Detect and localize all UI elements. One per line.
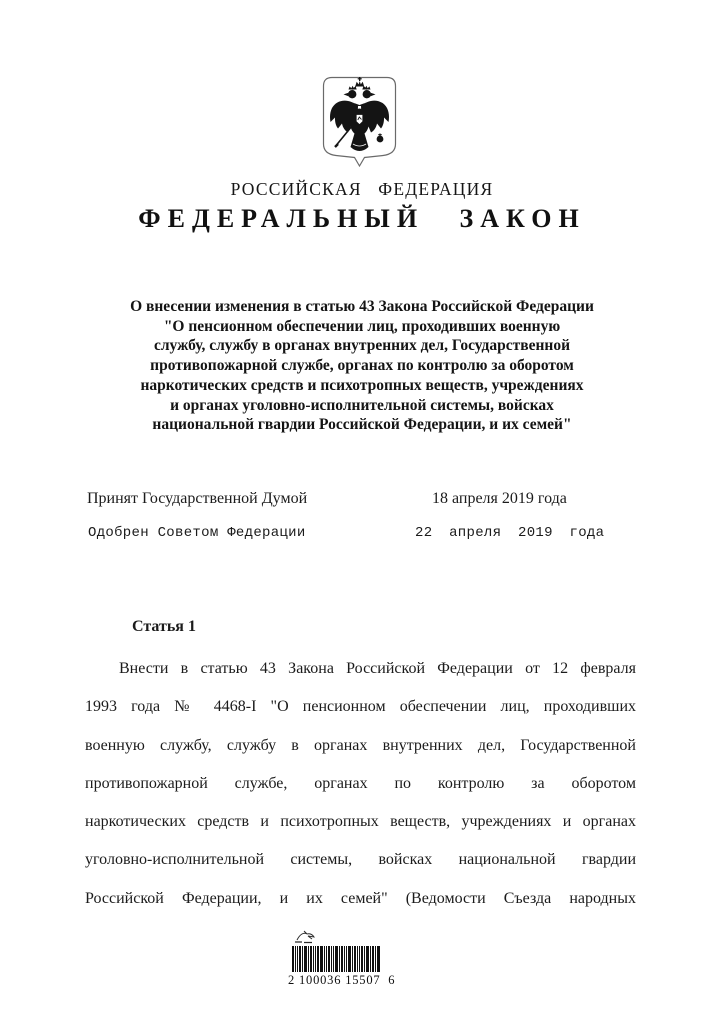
approved-by-council-label: Одобрен Советом Федерации — [88, 525, 306, 541]
law-title-line: национальной гвардии Российской Федерации, и их семей" — [152, 416, 572, 434]
law-title-line: наркотических средств и психотропных веществ, учреждениях — [140, 376, 584, 394]
law-title-line: противопожарной службе, органах по контролю за оборотом — [150, 357, 574, 375]
law-title-line: и органах уголовно-исполнительной системы, войсках — [170, 396, 554, 414]
law-title-line: О внесении изменения в статью 43 Закона Российской Федерации — [130, 298, 594, 315]
body-line: уголовно-исполнительной системы, войсках национальной гвардии — [85, 851, 636, 869]
barcode-icon — [292, 946, 380, 972]
body-line: Внести в статью 43 Закона Российской Федерации от 12 февраля — [119, 660, 636, 677]
passed-by-duma-label: Принят Государственной Думой — [87, 490, 308, 507]
body-line: военную службу, службу в органах внутренних дел, Государственной — [85, 736, 636, 754]
law-title — [60, 297, 664, 435]
article-1-body — [85, 650, 636, 918]
passed-by-duma-date: 18 апреля 2019 года — [432, 490, 567, 507]
coat-of-arms-svg — [322, 76, 397, 168]
law-title-line: "О пенсионном обеспечении лиц, проходивших военную — [163, 317, 561, 335]
barcode-digits: 2 100036 15507 6 — [288, 973, 396, 987]
country-heading: РОССИЙСКАЯ ФЕДЕРАЦИЯ — [230, 179, 494, 199]
body-line: противопожарной службе, органах по контролю за оборотом — [85, 774, 636, 792]
approved-by-council-date: 22 апреля 2019 года — [415, 525, 605, 541]
body-line: наркотических средств и психотропных веществ, учреждениях и органах — [85, 813, 636, 831]
law-title-line: службу, службу в органах внутренних дел, Государственной — [153, 337, 571, 355]
document-type-heading: ФЕДЕРАЛЬНЫЙ ЗАКОН — [138, 204, 586, 233]
body-line: 1993 года № 4468-I "О пенсионном обеспечении лиц, проходивших — [85, 698, 636, 716]
body-line: Российской Федерации, и их семей" (Ведомости Съезда народных — [85, 889, 636, 907]
russia-coat-of-arms-icon — [322, 76, 397, 168]
article-1-heading: Статья 1 — [132, 618, 196, 635]
handwritten-mark-icon — [294, 930, 316, 945]
